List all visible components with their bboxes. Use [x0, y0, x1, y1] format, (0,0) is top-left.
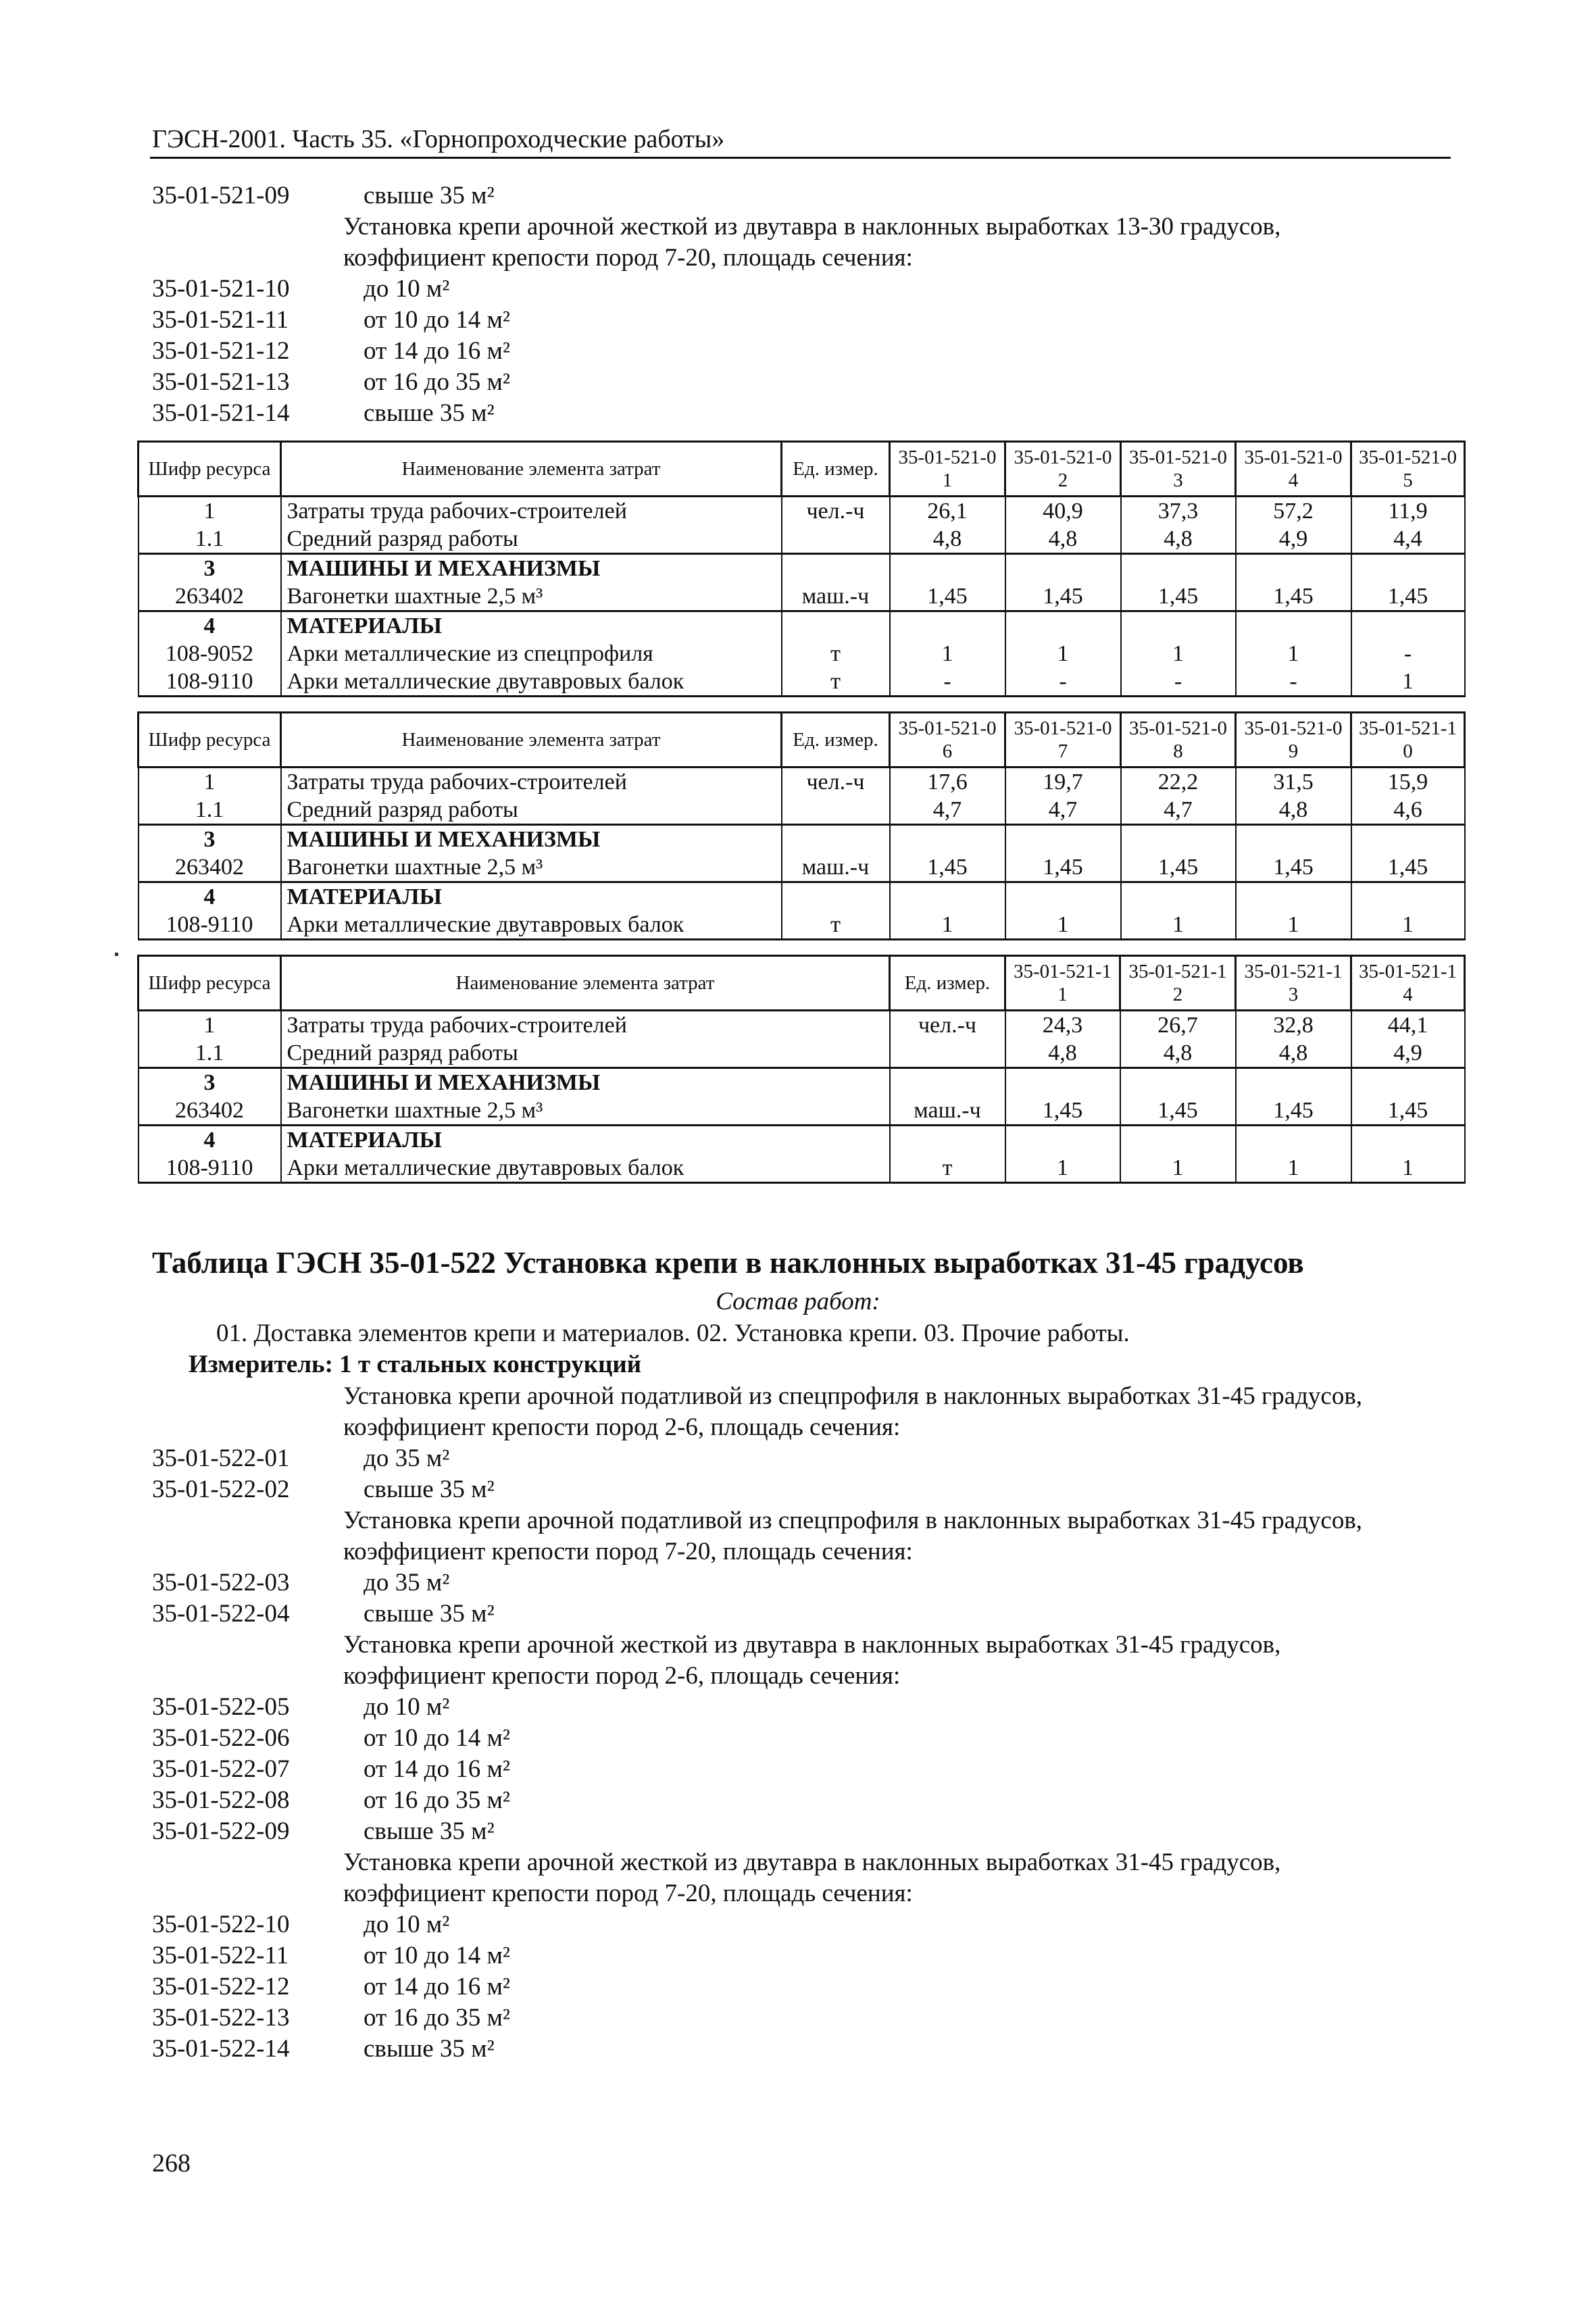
table-row	[139, 1011, 1465, 1040]
value-cell: 24,3	[1005, 1011, 1120, 1040]
norm-text: до 35 м²	[364, 1569, 450, 1596]
unit: чел.-ч	[782, 768, 890, 797]
resource-code: 4	[139, 1126, 281, 1155]
resource-code: 108-9052	[139, 640, 281, 668]
header-resource-code: Шифр ресурса	[139, 956, 281, 1011]
header-resource-code: Шифр ресурса	[139, 442, 281, 497]
table-row	[139, 497, 1465, 526]
element-name: МАШИНЫ И МЕХАНИЗМЫ	[281, 1068, 890, 1097]
resource-code: 1	[139, 1011, 281, 1040]
value-cell: -	[1351, 640, 1465, 668]
value-cell: 1,45	[1120, 1097, 1236, 1126]
resource-code: 263402	[139, 1097, 281, 1126]
norm-text: свыше 35 м²	[364, 182, 495, 209]
norm-text: от 16 до 35 м²	[364, 368, 511, 396]
norm-text: от 10 до 14 м²	[364, 1724, 511, 1752]
table-row	[139, 882, 1465, 911]
unit: т	[782, 668, 890, 697]
norm-code: 35-01-522-13	[152, 2004, 290, 2032]
value-cell: 4,9	[1236, 525, 1351, 554]
value-cell: -	[1236, 668, 1351, 697]
value-cell: 57,2	[1236, 497, 1351, 526]
element-name: Арки металлические двутавровых балок	[281, 911, 782, 940]
value-cell	[1121, 554, 1236, 583]
table-header-row	[139, 956, 1465, 1011]
norm-text: до 10 м²	[364, 1693, 450, 1721]
header-norm-code: 35-01-521-02	[1005, 442, 1121, 497]
element-name: Вагонетки шахтные 2,5 м³	[281, 853, 782, 882]
table-row	[139, 1039, 1465, 1068]
value-cell: 4,8	[1236, 796, 1351, 825]
value-cell: 26,7	[1120, 1011, 1236, 1040]
header-resource-code: Шифр ресурса	[139, 713, 281, 768]
element-name: Затраты труда рабочих-строителей	[281, 768, 782, 797]
header-norm-code: 35-01-521-09	[1236, 713, 1351, 768]
norm-code: 35-01-521-12	[152, 337, 290, 365]
code-line	[0, 2034, 1596, 2065]
code-line	[0, 1785, 1596, 1816]
value-cell: 4,9	[1351, 1039, 1465, 1068]
unit	[782, 554, 890, 583]
table-header-row	[139, 442, 1465, 497]
resource-code: 1	[139, 497, 281, 526]
value-cell: 1	[1005, 1154, 1120, 1183]
value-cell: 1,45	[1121, 582, 1236, 611]
header-norm-code: 35-01-521-14	[1351, 956, 1465, 1011]
description-line	[0, 1630, 1596, 1661]
scan-speck	[115, 953, 118, 956]
norm-text: Установка крепи арочной жесткой из двутавра в наклонных выработках 31-45 градусов,	[343, 1848, 1281, 1876]
header-norm-code: 35-01-521-04	[1236, 442, 1351, 497]
value-cell: 4,7	[890, 796, 1005, 825]
code-line	[0, 1816, 1596, 1847]
element-name: Затраты труда рабочих-строителей	[281, 1011, 890, 1040]
value-cell	[1236, 611, 1351, 640]
unit: т	[782, 640, 890, 668]
value-cell: 1,45	[1005, 582, 1121, 611]
value-cell: 1	[890, 640, 1005, 668]
value-cell: 40,9	[1005, 497, 1121, 526]
value-cell: 4,8	[890, 525, 1005, 554]
value-cell	[1236, 882, 1351, 911]
header-norm-code: 35-01-521-08	[1121, 713, 1236, 768]
norm-code: 35-01-521-09	[152, 182, 290, 209]
header-unit: Ед. измер.	[890, 956, 1005, 1011]
header-norm-code: 35-01-521-10	[1351, 713, 1465, 768]
unit: маш.-ч	[782, 582, 890, 611]
unit: маш.-ч	[890, 1097, 1005, 1126]
norm-code: 35-01-521-13	[152, 368, 290, 396]
value-cell	[1236, 1126, 1351, 1155]
element-name: МАШИНЫ И МЕХАНИЗМЫ	[281, 825, 782, 854]
norm-text: от 14 до 16 м²	[364, 337, 511, 365]
description-line	[0, 1878, 1596, 1909]
resource-table-3	[137, 955, 1466, 1184]
value-cell: 11,9	[1351, 497, 1465, 526]
resource-code: 3	[139, 554, 281, 583]
value-cell	[1236, 825, 1351, 854]
value-cell: 1,45	[1005, 1097, 1120, 1126]
element-name: Вагонетки шахтные 2,5 м³	[281, 1097, 890, 1126]
resource-table-1	[137, 441, 1466, 697]
value-cell: -	[890, 668, 1005, 697]
value-cell: 1	[890, 911, 1005, 940]
value-cell: 1	[1005, 911, 1121, 940]
resource-code: 1.1	[139, 1039, 281, 1068]
norm-code: 35-01-522-10	[152, 1911, 290, 1938]
code-line	[0, 1443, 1596, 1474]
page-number: 268	[152, 2149, 191, 2178]
description-line	[0, 1661, 1596, 1692]
unit: чел.-ч	[782, 497, 890, 526]
value-cell: 1,45	[890, 582, 1005, 611]
code-line	[0, 1474, 1596, 1505]
norm-text: свыше 35 м²	[364, 1600, 495, 1628]
norm-code: 35-01-522-03	[152, 1569, 290, 1596]
value-cell	[1236, 554, 1351, 583]
value-cell	[1005, 554, 1121, 583]
value-cell	[1005, 611, 1121, 640]
value-cell: -	[1121, 668, 1236, 697]
value-cell: 4,4	[1351, 525, 1465, 554]
norm-code: 35-01-522-11	[152, 1942, 289, 1969]
value-cell: 1	[1121, 911, 1236, 940]
header-element-name: Наименование элемента затрат	[281, 442, 782, 497]
value-cell: -	[1005, 668, 1121, 697]
value-cell	[1351, 554, 1465, 583]
value-cell	[1351, 1068, 1465, 1097]
resource-code: 3	[139, 825, 281, 854]
norm-text: до 10 м²	[364, 275, 450, 303]
unit: т	[890, 1154, 1005, 1183]
code-line	[0, 336, 1596, 367]
value-cell	[1005, 825, 1121, 854]
code-line	[0, 274, 1596, 305]
value-cell	[1120, 1068, 1236, 1097]
value-cell: 1,45	[1236, 582, 1351, 611]
value-cell	[1005, 1126, 1120, 1155]
header-norm-code: 35-01-521-01	[890, 442, 1005, 497]
resource-code: 1	[139, 768, 281, 797]
norm-code: 35-01-521-11	[152, 306, 289, 334]
unit	[890, 1039, 1005, 1068]
norm-text: Установка крепи арочной жесткой из двутавра в наклонных выработках 31-45 градусов,	[343, 1631, 1281, 1659]
unit	[782, 611, 890, 640]
value-cell: 4,8	[1236, 1039, 1351, 1068]
resource-code: 1.1	[139, 796, 281, 825]
header-norm-code: 35-01-521-05	[1351, 442, 1465, 497]
value-cell: 1,45	[1121, 853, 1236, 882]
norm-code: 35-01-522-07	[152, 1755, 290, 1783]
value-cell: 4,6	[1351, 796, 1465, 825]
norm-text: коэффициент крепости пород 7-20, площадь сечения:	[343, 1880, 913, 1907]
value-cell: 4,8	[1121, 525, 1236, 554]
description-line	[0, 1381, 1596, 1412]
value-cell: 1	[1351, 668, 1465, 697]
composition-label: Состав работ:	[716, 1288, 880, 1315]
element-name: Затраты труда рабочих-строителей	[281, 497, 782, 526]
table-row	[139, 611, 1465, 640]
table-row	[139, 1097, 1465, 1126]
value-cell	[1351, 611, 1465, 640]
value-cell	[1121, 882, 1236, 911]
norm-code: 35-01-522-02	[152, 1476, 290, 1503]
value-cell	[1351, 1126, 1465, 1155]
norm-text: Установка крепи арочной податливой из спецпрофиля в наклонных выработках 31-45 градусов,	[343, 1382, 1363, 1410]
value-cell: 1	[1121, 640, 1236, 668]
value-cell: 4,8	[1005, 1039, 1120, 1068]
table-row	[139, 582, 1465, 611]
table-row	[139, 768, 1465, 797]
unit: маш.-ч	[782, 853, 890, 882]
norm-text: свыше 35 м²	[364, 399, 495, 427]
table-row	[139, 796, 1465, 825]
table-row	[139, 668, 1465, 697]
header-norm-code: 35-01-521-12	[1120, 956, 1236, 1011]
header-element-name: Наименование элемента затрат	[281, 956, 890, 1011]
resource-code: 108-9110	[139, 668, 281, 697]
table-row	[139, 911, 1465, 940]
table-row	[139, 853, 1465, 882]
element-name: Средний разряд работы	[281, 1039, 890, 1068]
norm-text: от 10 до 14 м²	[364, 306, 511, 334]
norm-text: от 14 до 16 м²	[364, 1973, 511, 2001]
code-line	[0, 398, 1596, 429]
value-cell: 1	[1351, 1154, 1465, 1183]
value-cell: 4,7	[1121, 796, 1236, 825]
value-cell	[890, 825, 1005, 854]
norm-code: 35-01-522-01	[152, 1444, 290, 1472]
header-unit: Ед. измер.	[782, 713, 890, 768]
code-line	[0, 1692, 1596, 1723]
code-line	[0, 1940, 1596, 1971]
norm-text: свыше 35 м²	[364, 2035, 495, 2063]
table-row	[139, 554, 1465, 583]
norm-text: коэффициент крепости пород 7-20, площадь сечения:	[343, 1538, 913, 1565]
norm-text: коэффициент крепости пород 7-20, площадь сечения:	[343, 244, 913, 272]
section-title: Таблица ГЭСН 35-01-522 Установка крепи в наклонных выработках 31-45 градусов	[152, 1246, 1304, 1280]
value-cell: 1,45	[890, 853, 1005, 882]
value-cell: 1,45	[1351, 853, 1465, 882]
element-name: МАШИНЫ И МЕХАНИЗМЫ	[281, 554, 782, 583]
resource-table-2	[137, 711, 1466, 940]
value-cell: 26,1	[890, 497, 1005, 526]
table-row	[139, 640, 1465, 668]
value-cell: 1,45	[1351, 1097, 1465, 1126]
norm-text: коэффициент крепости пород 2-6, площадь сечения:	[343, 1413, 901, 1441]
value-cell: 1	[1351, 911, 1465, 940]
table-row	[139, 1068, 1465, 1097]
unit	[782, 796, 890, 825]
value-cell: 37,3	[1121, 497, 1236, 526]
element-name: Средний разряд работы	[281, 525, 782, 554]
element-name: Вагонетки шахтные 2,5 м³	[281, 582, 782, 611]
unit	[890, 1126, 1005, 1155]
code-line	[0, 1971, 1596, 2003]
value-cell: 1	[1236, 911, 1351, 940]
table-row	[139, 525, 1465, 554]
description-line	[0, 1536, 1596, 1567]
norm-text: от 10 до 14 м²	[364, 1942, 511, 1969]
meter-text: Измеритель: 1 т стальных конструкций	[189, 1351, 642, 1378]
header-norm-code: 35-01-521-06	[890, 713, 1005, 768]
resource-code: 1.1	[139, 525, 281, 554]
value-cell: 4,8	[1005, 525, 1121, 554]
code-list-section	[0, 1381, 1596, 2065]
table-row	[139, 825, 1465, 854]
header-element-name: Наименование элемента затрат	[281, 713, 782, 768]
value-cell: 1,45	[1236, 1097, 1351, 1126]
value-cell: 1,45	[1005, 853, 1121, 882]
norm-code: 35-01-522-14	[152, 2035, 290, 2063]
value-cell: 1,45	[1236, 853, 1351, 882]
value-cell	[1005, 1068, 1120, 1097]
table-header-row	[139, 713, 1465, 768]
value-cell	[890, 554, 1005, 583]
value-cell	[1351, 882, 1465, 911]
code-line	[0, 305, 1596, 336]
value-cell: 32,8	[1236, 1011, 1351, 1040]
element-name: Арки металлические двутавровых балок	[281, 1154, 890, 1183]
code-line	[0, 1567, 1596, 1599]
value-cell: 1	[1005, 640, 1121, 668]
norm-text: Установка крепи арочной податливой из спецпрофиля в наклонных выработках 31-45 градусов,	[343, 1507, 1363, 1534]
code-line	[0, 1909, 1596, 1940]
resource-code: 108-9110	[139, 911, 281, 940]
header-norm-code: 35-01-521-11	[1005, 956, 1120, 1011]
code-line	[0, 180, 1596, 211]
description-line	[0, 1412, 1596, 1443]
norm-code: 35-01-522-04	[152, 1600, 290, 1628]
norm-code: 35-01-522-08	[152, 1786, 290, 1814]
norm-code: 35-01-522-06	[152, 1724, 290, 1752]
norm-text: коэффициент крепости пород 2-6, площадь сечения:	[343, 1662, 901, 1690]
description-line	[0, 211, 1596, 243]
table-row	[139, 1126, 1465, 1155]
header-rule	[150, 157, 1451, 159]
description-line	[0, 1505, 1596, 1536]
value-cell	[1121, 611, 1236, 640]
code-line	[0, 2003, 1596, 2034]
value-cell	[1236, 1068, 1351, 1097]
norm-text: свыше 35 м²	[364, 1817, 495, 1845]
norm-text: до 10 м²	[364, 1911, 450, 1938]
norm-text: до 35 м²	[364, 1444, 450, 1472]
value-cell	[890, 611, 1005, 640]
unit	[782, 525, 890, 554]
unit	[890, 1068, 1005, 1097]
norm-text: свыше 35 м²	[364, 1476, 495, 1503]
code-line	[0, 1599, 1596, 1630]
resource-code: 4	[139, 611, 281, 640]
norm-code: 35-01-522-05	[152, 1693, 290, 1721]
norm-code: 35-01-521-14	[152, 399, 290, 427]
value-cell: 1	[1120, 1154, 1236, 1183]
element-name: Арки металлические из спецпрофиля	[281, 640, 782, 668]
table-row	[139, 1154, 1465, 1183]
norm-code: 35-01-521-10	[152, 275, 290, 303]
resource-code: 108-9110	[139, 1154, 281, 1183]
value-cell: 15,9	[1351, 768, 1465, 797]
resource-code: 4	[139, 882, 281, 911]
header-unit: Ед. измер.	[782, 442, 890, 497]
element-name: Арки металлические двутавровых балок	[281, 668, 782, 697]
description-line	[0, 243, 1596, 274]
element-name: МАТЕРИАЛЫ	[281, 611, 782, 640]
value-cell: 22,2	[1121, 768, 1236, 797]
operations-text: 01. Доставка элементов крепи и материалов. 02. Установка крепи. 03. Прочие работы.	[216, 1319, 1130, 1347]
norm-code: 35-01-522-12	[152, 1973, 290, 2001]
element-name: МАТЕРИАЛЫ	[281, 882, 782, 911]
value-cell: 4,8	[1120, 1039, 1236, 1068]
unit	[782, 825, 890, 854]
code-line	[0, 367, 1596, 398]
element-name: Средний разряд работы	[281, 796, 782, 825]
code-line	[0, 1723, 1596, 1754]
header-norm-code: 35-01-521-03	[1121, 442, 1236, 497]
unit: чел.-ч	[890, 1011, 1005, 1040]
resource-code: 3	[139, 1068, 281, 1097]
value-cell: 19,7	[1005, 768, 1121, 797]
norm-code: 35-01-522-09	[152, 1817, 290, 1845]
value-cell: 4,7	[1005, 796, 1121, 825]
norm-text: от 16 до 35 м²	[364, 1786, 511, 1814]
value-cell: 1	[1236, 1154, 1351, 1183]
norm-text: Установка крепи арочной жесткой из двутавра в наклонных выработках 13-30 градусов,	[343, 213, 1281, 241]
resource-code: 263402	[139, 853, 281, 882]
description-line	[0, 1847, 1596, 1878]
value-cell: 44,1	[1351, 1011, 1465, 1040]
value-cell	[1351, 825, 1465, 854]
value-cell: 17,6	[890, 768, 1005, 797]
value-cell	[1121, 825, 1236, 854]
unit	[782, 882, 890, 911]
header-norm-code: 35-01-521-13	[1236, 956, 1351, 1011]
value-cell: 1	[1236, 640, 1351, 668]
running-header: ГЭСН-2001. Часть 35. «Горнопроходческие работы»	[152, 125, 725, 153]
unit: т	[782, 911, 890, 940]
value-cell	[1005, 882, 1121, 911]
value-cell: 1,45	[1351, 582, 1465, 611]
code-list-top	[0, 180, 1596, 429]
value-cell	[1120, 1126, 1236, 1155]
value-cell: 31,5	[1236, 768, 1351, 797]
code-line	[0, 1754, 1596, 1785]
norm-text: от 14 до 16 м²	[364, 1755, 511, 1783]
element-name: МАТЕРИАЛЫ	[281, 1126, 890, 1155]
value-cell	[890, 882, 1005, 911]
resource-code: 263402	[139, 582, 281, 611]
header-norm-code: 35-01-521-07	[1005, 713, 1121, 768]
norm-text: от 16 до 35 м²	[364, 2004, 511, 2032]
